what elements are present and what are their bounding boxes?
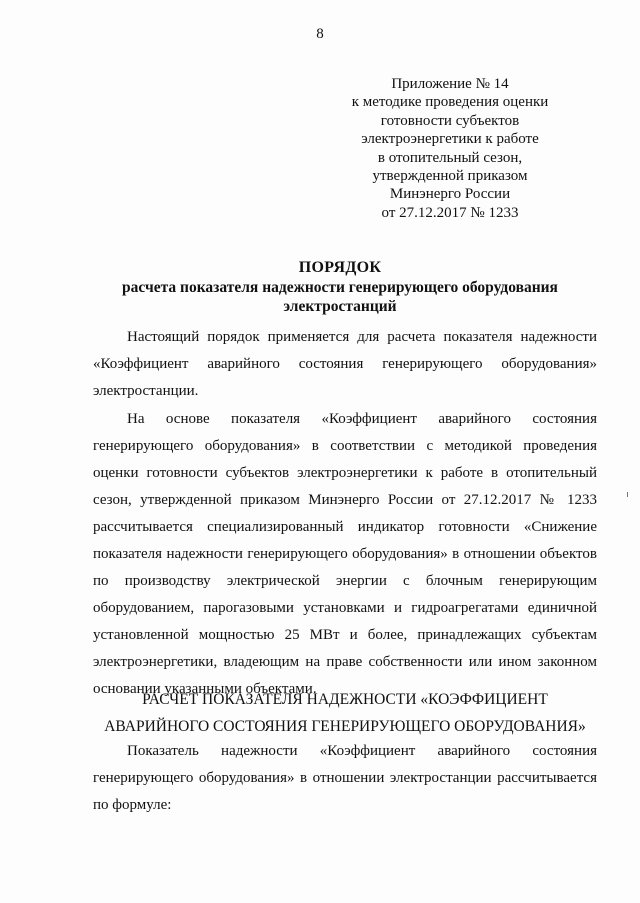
appendix-line: утвержденной приказом [372, 168, 528, 185]
appendix-line: от 27.12.2017 № 1233 [381, 204, 519, 221]
paragraph-line: по производству электрической энергии с блочным генерирующим [93, 573, 597, 589]
appendix-line: в отопительный сезон, [377, 149, 523, 166]
document-title [60, 258, 620, 317]
appendix-line: Приложение № 14 [391, 76, 509, 92]
paragraph-line: На основе показателя «Коэффициент аварийного состояния [127, 411, 597, 427]
paragraph-line: сезон, утвержденной приказом Минэнерго России от 27.12.2017 № 1233 [93, 492, 597, 508]
appendix-header [330, 75, 570, 222]
paragraph-line: по формуле: [93, 797, 172, 813]
paragraph-line: рассчитывается специализированный индикатор готовности «Снижение [93, 519, 597, 535]
section-heading [93, 686, 597, 740]
paragraph-line: электростанции. [93, 383, 199, 399]
paragraph-line: «Коэффициент аварийного состояния генерирующего оборудования» [93, 356, 597, 372]
paragraph-line: Настоящий порядок применяется для расчета показателя надежности [127, 329, 597, 345]
appendix-line: электроэнергетики к работе [361, 131, 539, 148]
appendix-line: к методике проведения оценки [351, 94, 549, 111]
appendix-line: Минэнерго России [389, 186, 511, 203]
paragraph-intro [93, 324, 597, 405]
title-subtitle-line: электростанций [283, 298, 397, 315]
paragraph-formula-intro [93, 738, 597, 819]
paragraph-line: Показатель надежности «Коэффициент аварийного состояния [127, 743, 597, 759]
paragraph-basis [93, 406, 597, 703]
scan-artifact [627, 492, 628, 497]
page-number: 8 [316, 26, 324, 42]
paragraph-line: основании указанными объектами. [93, 681, 317, 697]
paragraph-line: генерирующего оборудования» в отношении электростанции рассчитывается [93, 770, 597, 786]
paragraph-line: генерирующего оборудования» в соответствии с методикой проведения [93, 438, 597, 454]
paragraph-line: электроэнергетики, владеющим на праве собственности или ином законном [93, 654, 597, 670]
section-heading-line: АВАРИЙНОГО СОСТОЯНИЯ ГЕНЕРИРУЮЩЕГО ОБОРУДОВАНИЯ» [104, 718, 586, 735]
paragraph-line: оборудованием, парогазовыми установками и гидроагрегатами единичной [93, 600, 597, 616]
section-heading-line: РАСЧЕТ ПОКАЗАТЕЛЯ НАДЕЖНОСТИ «КОЭФФИЦИЕНТ [142, 691, 548, 708]
paragraph-line: установленной мощностью 25 МВт и более, принадлежащих субъектам [93, 627, 597, 643]
title-main: ПОРЯДОК [298, 259, 382, 276]
paragraph-line: оценки готовности субъектов электроэнергетики к работе в отопительный [93, 465, 597, 481]
paragraph-line: показателя надежности генерирующего оборудования» в отношении объектов [93, 546, 597, 562]
appendix-line: готовности субъектов [380, 112, 520, 129]
title-subtitle-line: расчета показателя надежности генерирующего оборудования [122, 278, 558, 296]
